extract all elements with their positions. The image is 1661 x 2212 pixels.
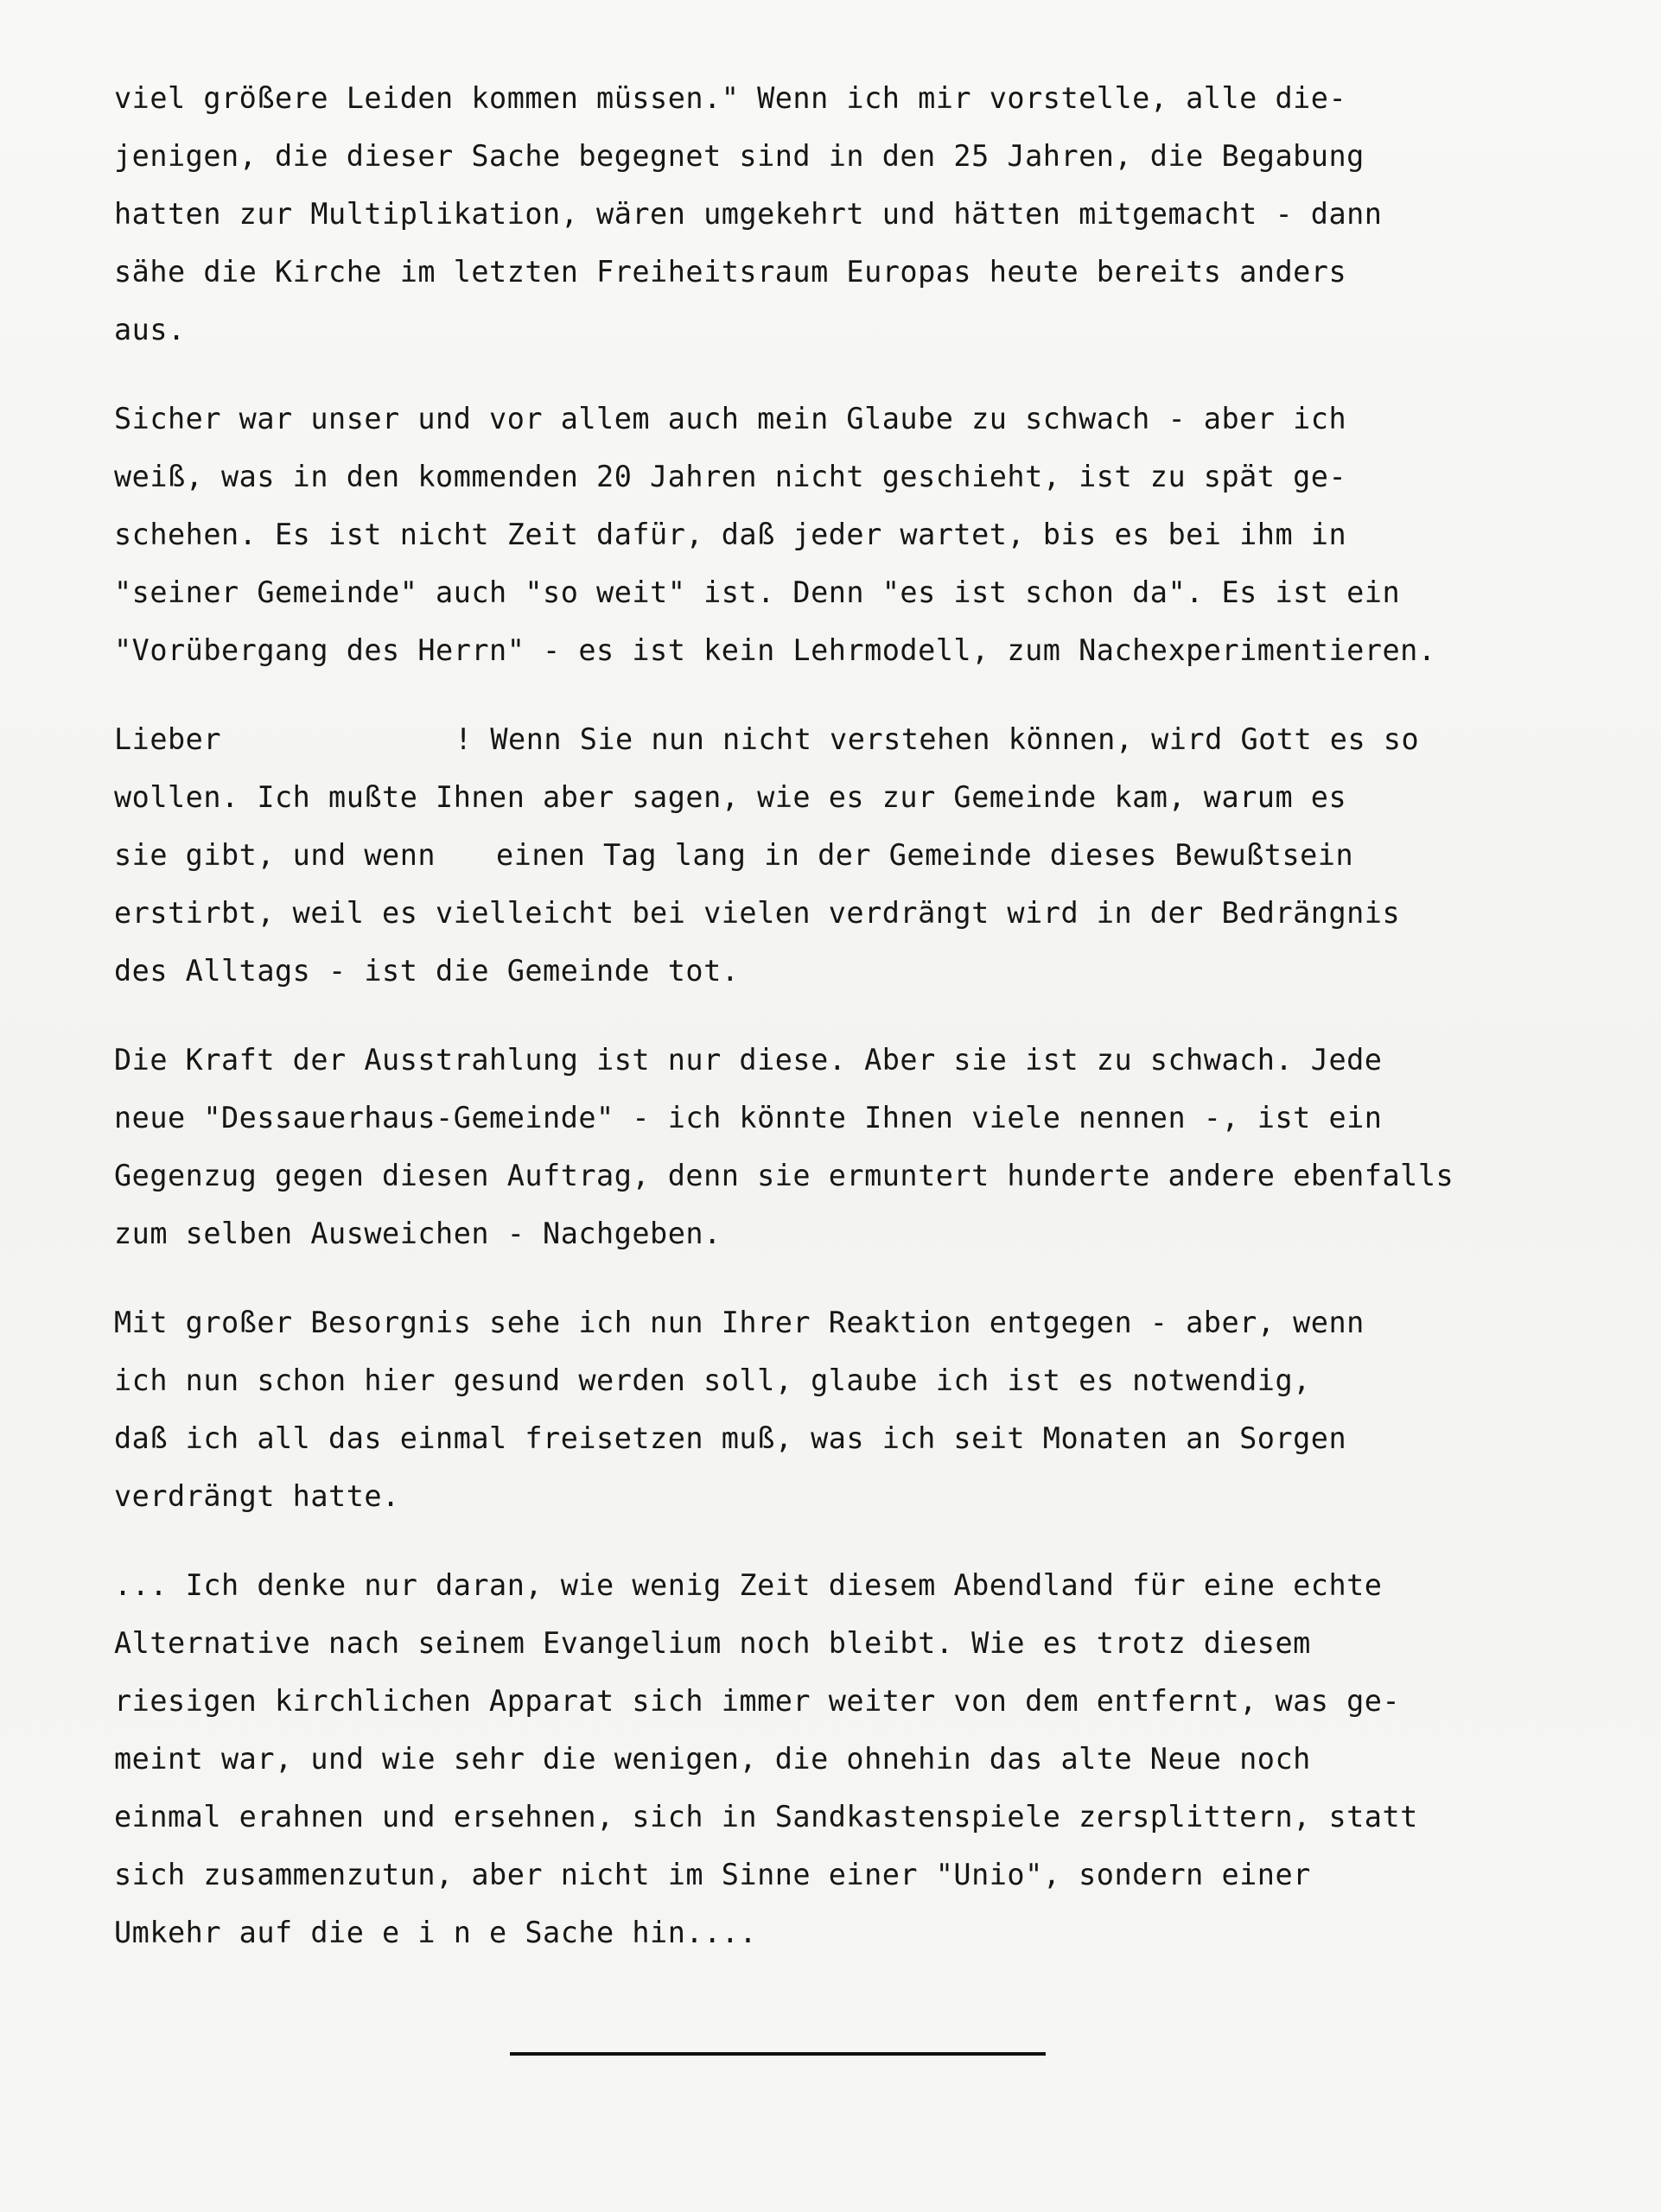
text-line: hatten zur Multiplikation, wären umgekehrt und hätten mitgemacht - dann — [114, 197, 1383, 231]
paragraph-4 — [114, 1031, 1583, 1262]
paragraph-2 — [114, 390, 1583, 679]
text-line: zum selben Ausweichen - Nachgeben. — [114, 1217, 722, 1250]
text-fragment: ! Wenn Sie nun nicht verstehen können, wird Gott es so — [455, 722, 1420, 756]
text-line: "seiner Gemeinde" auch "so weit" ist. Denn "es ist schon da". Es ist ein — [114, 575, 1401, 609]
letter-body — [114, 69, 1583, 1993]
text-line: aus. — [114, 313, 186, 346]
text-line: sich zusammenzutun, aber nicht im Sinne einer "Unio", sondern einer — [114, 1858, 1311, 1891]
text-line — [114, 710, 1583, 768]
text-line: Mit großer Besorgnis sehe ich nun Ihrer Reaktion entgegen - aber, wenn — [114, 1306, 1365, 1339]
text-line: wollen. Ich mußte Ihnen aber sagen, wie es zur Gemeinde kam, warum es — [114, 780, 1347, 814]
text-line: Die Kraft der Ausstrahlung ist nur diese. Aber sie ist zu schwach. Jede — [114, 1043, 1383, 1077]
text-line: schehen. Es ist nicht Zeit dafür, daß jeder wartet, bis es bei ihm in — [114, 518, 1347, 551]
text-line: Umkehr auf die e i n e Sache hin.... — [114, 1916, 758, 1949]
salutation: Lieber — [114, 722, 222, 756]
text-line: einmal erahnen und ersehnen, sich in Sandkastenspiele zersplittern, statt — [114, 1800, 1418, 1834]
text-fragment: einen Tag lang in der Gemeinde dieses Bewußtsein — [496, 838, 1354, 872]
text-line: "Vorübergang des Herrn" - es ist kein Lehrmodell, zum Nachexperimentieren. — [114, 633, 1436, 667]
text-line: riesigen kirchlichen Apparat sich immer weiter von dem entfernt, was ge- — [114, 1684, 1401, 1718]
text-line: daß ich all das einmal freisetzen muß, was ich seit Monaten an Sorgen — [114, 1421, 1347, 1455]
text-line: sähe die Kirche im letzten Freiheitsraum Europas heute bereits anders — [114, 255, 1347, 289]
paragraph-5 — [114, 1294, 1583, 1525]
text-line: jenigen, die dieser Sache begegnet sind in den 25 Jahren, die Begabung — [114, 139, 1365, 173]
text-line: Gegenzug gegen diesen Auftrag, denn sie ermuntert hunderte andere ebenfalls — [114, 1159, 1454, 1192]
text-line: verdrängt hatte. — [114, 1479, 400, 1513]
closing-rule — [510, 2052, 1046, 2056]
text-line: meint war, und wie sehr die wenigen, die ohnehin das alte Neue noch — [114, 1742, 1311, 1776]
text-line: ... Ich denke nur daran, wie wenig Zeit diesem Abendland für eine echte — [114, 1568, 1383, 1602]
paragraph-6 — [114, 1556, 1583, 1961]
text-line: des Alltags - ist die Gemeinde tot. — [114, 954, 740, 988]
paragraph-3 — [114, 710, 1583, 1000]
text-line: viel größere Leiden kommen müssen." Wenn ich mir vorstelle, alle die- — [114, 81, 1347, 115]
text-line: Alternative nach seinem Evangelium noch bleibt. Wie es trotz diesem — [114, 1626, 1311, 1660]
text-fragment: sie gibt, und wenn — [114, 838, 436, 872]
text-line: ich nun schon hier gesund werden soll, glaube ich ist es notwendig, — [114, 1363, 1311, 1397]
text-line: neue "Dessauerhaus-Gemeinde" - ich könnte Ihnen viele nennen -, ist ein — [114, 1101, 1383, 1135]
text-line: erstirbt, weil es vielleicht bei vielen verdrängt wird in der Bedrängnis — [114, 896, 1401, 930]
paragraph-1 — [114, 69, 1583, 359]
text-line: weiß, was in den kommenden 20 Jahren nicht geschieht, ist zu spät ge- — [114, 460, 1347, 493]
text-line — [114, 826, 1583, 884]
text-line: Sicher war unser und vor allem auch mein Glaube zu schwach - aber ich — [114, 402, 1347, 435]
